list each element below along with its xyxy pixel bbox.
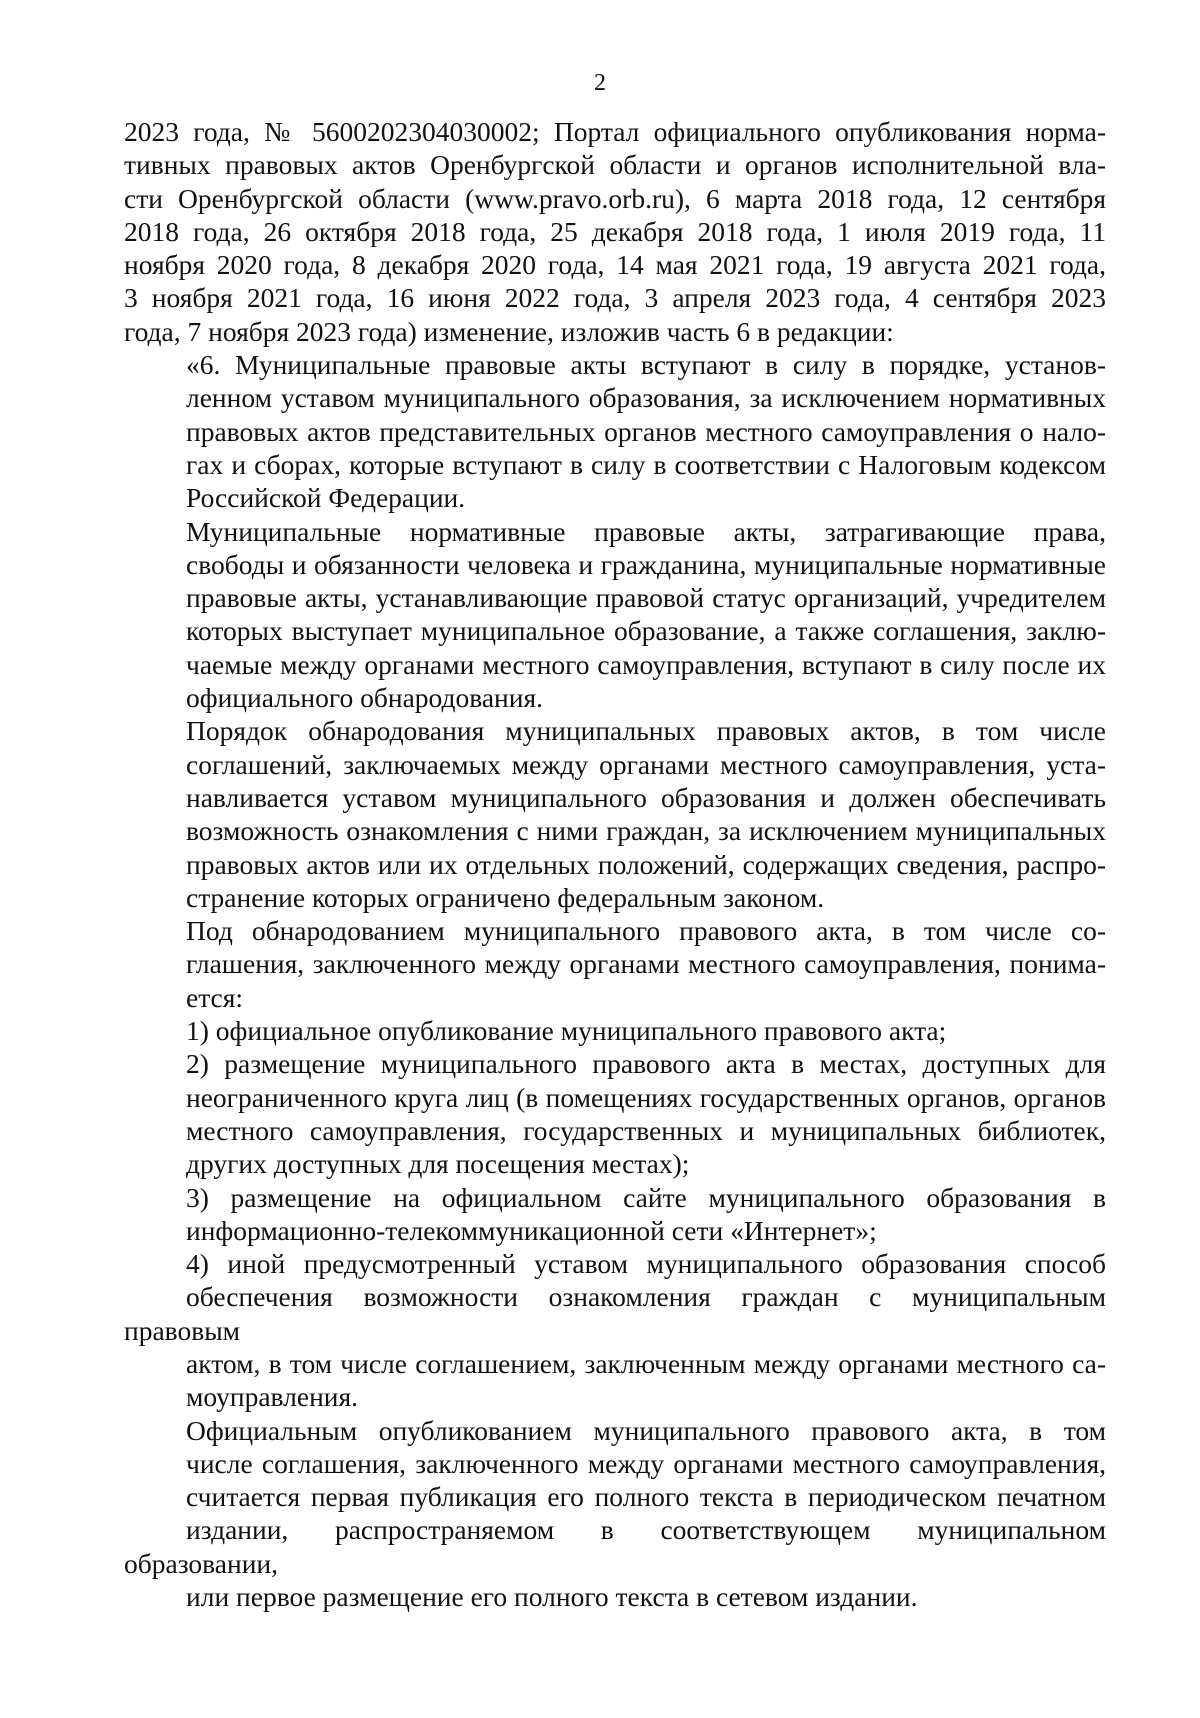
- text-line: ленном уставом муниципального образования, за исключением нормативных: [186, 382, 1106, 414]
- paragraph: [124, 1014, 1106, 1047]
- text-line: актом, в том числе соглашением, заключенным между органами местного са-: [186, 1347, 1106, 1379]
- text-line: 1) официальное опубликование муниципального правового акта;: [186, 1015, 947, 1047]
- text-line: считается первая публикация его полного текста в периодическом печатном: [186, 1481, 1106, 1513]
- paragraph: [124, 515, 1106, 715]
- text-line: местного самоуправления, государственных и муниципальных библиотек,: [186, 1114, 1106, 1146]
- paragraph: [124, 1047, 1106, 1180]
- paragraph: [124, 115, 1106, 348]
- text-line: правовые акты, устанавливающие правовой статус организаций, учредителем: [186, 582, 1106, 614]
- paragraph: [124, 1247, 1106, 1413]
- text-line: числе соглашения, заключенного между органами местного самоуправления,: [186, 1447, 1106, 1479]
- text-line: информационно-телекоммуникационной сети «Интернет»;: [186, 1214, 877, 1246]
- page-number: 2: [594, 70, 606, 96]
- text-line: ется:: [186, 981, 244, 1013]
- text-line: гах и сборах, которые вступают в силу в соответствии с Налоговым кодексом: [186, 448, 1106, 480]
- text-line: сти Оренбургской области (www.pravo.orb.ru), 6 марта 2018 года, 12 сентября: [124, 182, 1106, 214]
- text-line: странение которых ограничено федеральным законом.: [186, 881, 825, 913]
- text-line: неограниченного круга лиц (в помещениях государственных органов, органов: [186, 1081, 1106, 1113]
- text-line: 2023 года, № 5600202304030002; Портал официального опубликования норма-: [124, 116, 1106, 147]
- text-line: или первое размещение его полного текста в сетевом издании.: [186, 1581, 918, 1613]
- text-line: чаемые между органами местного самоуправления, вступают в силу после их: [186, 648, 1106, 680]
- text-line: официального обнародования.: [186, 682, 544, 714]
- text-line: Под обнародованием муниципального правового акта, в том числе со-: [186, 915, 1106, 947]
- text-line: правовых актов представительных органов местного самоуправления о нало-: [186, 415, 1106, 447]
- text-line: других доступных для посещения местах);: [186, 1148, 690, 1180]
- text-line: навливается уставом муниципального образования и должен обеспечивать: [186, 781, 1106, 813]
- text-line: обеспечения возможности ознакомления граждан с муниципальным правовым: [124, 1281, 1106, 1346]
- text-line: Российской Федерации.: [186, 482, 466, 514]
- text-line: глашения, заключенного между органами местного самоуправления, понима-: [186, 948, 1106, 980]
- text-line: моуправления.: [186, 1381, 359, 1413]
- paragraph: [124, 1414, 1106, 1614]
- text-line: свободы и обязанности человека и гражданина, муниципальные нормативные: [186, 548, 1106, 580]
- paragraph: [124, 348, 1106, 514]
- text-line: Порядок обнародования муниципальных правовых актов, в том числе: [186, 715, 1106, 747]
- text-line: соглашений, заключаемых между органами местного самоуправления, уста-: [186, 748, 1106, 780]
- text-line: Официальным опубликованием муниципального правового акта, в том: [186, 1414, 1106, 1446]
- text-line: правовых актов или их отдельных положений, содержащих сведения, распро-: [186, 848, 1106, 880]
- text-line: «6. Муниципальные правовые акты вступают в силу в порядке, установ-: [186, 349, 1106, 381]
- text-line: 2018 года, 26 октября 2018 года, 25 декабря 2018 года, 1 июля 2019 года, 11: [124, 215, 1106, 247]
- text-line: ноября 2020 года, 8 декабря 2020 года, 14 мая 2021 года, 19 августа 2021 года,: [124, 249, 1106, 281]
- text-line: возможность ознакомления с ними граждан, за исключением муниципальных: [186, 815, 1106, 847]
- text-line: 2) размещение муниципального правового акта в местах, доступных для: [186, 1048, 1106, 1080]
- document-body: [124, 115, 1106, 1613]
- text-line: 3) размещение на официальном сайте муниципального образования в: [186, 1181, 1106, 1213]
- text-line: которых выступает муниципальное образование, а также соглашения, заклю-: [186, 615, 1106, 647]
- paragraph: [124, 914, 1106, 1014]
- text-line: 4) иной предусмотренный уставом муниципального образования способ: [186, 1248, 1106, 1280]
- text-line: тивных правовых актов Оренбургской области и органов исполнительной вла-: [124, 149, 1106, 181]
- paragraph: [124, 1181, 1106, 1248]
- text-line: Муниципальные нормативные правовые акты, затрагивающие права,: [186, 515, 1106, 547]
- text-line: года, 7 ноября 2023 года) изменение, изложив часть 6 в редакции:: [124, 315, 894, 347]
- paragraph: [124, 714, 1106, 914]
- text-line: издании, распространяемом в соответствующем муниципальном образовании,: [124, 1514, 1106, 1579]
- text-line: 3 ноября 2021 года, 16 июня 2022 года, 3 апреля 2023 года, 4 сентября 2023: [124, 282, 1106, 314]
